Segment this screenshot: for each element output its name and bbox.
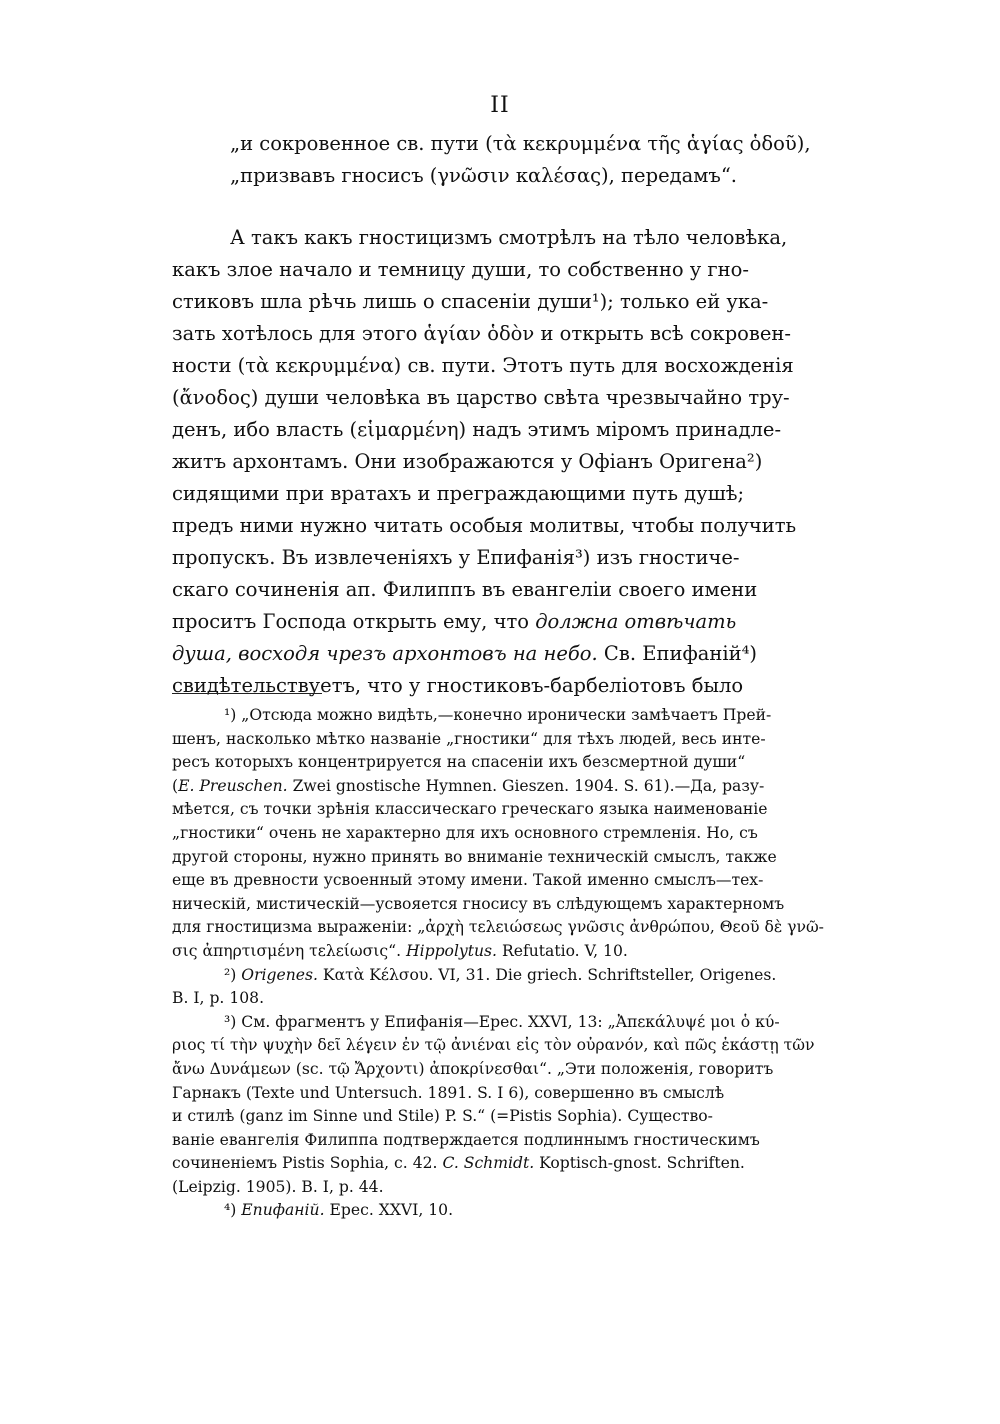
text-line: „призвавъ гносисъ (γνῶσιν καλέσας), передамъ“. — [230, 164, 737, 187]
text-line: душа, восходя чрезъ архонтовъ на небо. Св. Епифаній⁴) — [172, 642, 758, 665]
emphasis-text: должна отвѣчать — [535, 610, 737, 633]
footnote-line: ресъ которыхъ концентрируется на спасеніи ихъ безсмертной души“ — [172, 753, 746, 772]
footnote-line: для гностицизма выраженіи: „ἀρχὴ τελειώσεως γνῶσις ἀνθρώπου, Θεοῦ δὲ γνῶ- — [172, 918, 824, 937]
text-line: какъ злое начало и темницу души, то собственно у гно- — [172, 258, 749, 281]
footnote-line: σις ἀπηρτισμένη τελείωσις“. Hippolytus. Refutatio. V, 10. — [172, 941, 628, 960]
footnote-line: Гарнакъ (Texte und Untersuch. 1891. S. I 6), совершенно въ смыслѣ — [172, 1083, 725, 1102]
emphasis-text: душа, восходя чрезъ архонтовъ на небо. — [172, 642, 598, 665]
footnote-rule — [172, 693, 322, 694]
text-line: (ἄνοδος) души человѣка въ царство свѣта чрезвычайно тру- — [172, 386, 790, 409]
footnote-line: B. I, p. 108. — [172, 989, 265, 1008]
text-line: свидѣтельствуетъ, что у гностиковъ-барбеліотовъ было — [172, 674, 744, 697]
footnote-line: еще въ древности усвоенный этому имени. Такой именно смыслъ—тех- — [172, 871, 764, 890]
author-name: Hippolytus. — [406, 941, 498, 960]
text-line: зать хотѣлось для этого ἁγίαν ὁδὸν и открыть всѣ сокровен- — [172, 322, 792, 345]
footnotes — [172, 704, 836, 1223]
text-line: сидящими при вратахъ и преграждающими путь душѣ; — [172, 482, 745, 505]
text-line: „и сокровенное св. пути (τὰ κεκρυμμένα τῆς ἁγίας ὁδοῦ), — [230, 132, 811, 155]
footnote-line: ¹) „Отсюда можно видѣть,—конечно иронически замѣчаетъ Прей- — [224, 706, 772, 724]
text-line: скаго сочиненія ап. Филиппъ въ евангеліи своего имени — [172, 578, 758, 601]
footnote-line: ⁴) Епифаній. Ерес. XXVI, 10. — [224, 1201, 454, 1220]
text-line: пропускъ. Въ извлеченіяхъ у Епифанія³) изъ гностиче- — [172, 546, 740, 569]
footnote-line: другой стороны, нужно принять во вниманіе техническій смыслъ, также — [172, 847, 777, 866]
footnote-line: (E. Preuschen. Zwei gnostische Hymnen. Gieszen. 1904. S. 61).—Да, разу- — [172, 776, 765, 795]
main-text — [172, 128, 836, 702]
text-line: ности (τὰ κεκρυμμένα) св. пути. Этотъ путь для восхожденія — [172, 354, 794, 377]
text-line: житъ архонтамъ. Они изображаются у Офіанъ Оригена²) — [172, 450, 763, 473]
author-name: E. Preuschen. — [178, 776, 288, 795]
text-line: стиковъ шла рѣчь лишь о спасеніи души¹); только ей ука- — [172, 290, 769, 313]
author-name: C. Schmidt. — [442, 1154, 535, 1173]
author-name: Епифаній. — [241, 1201, 325, 1220]
author-name: Origenes. — [241, 965, 318, 984]
page-number: II — [490, 93, 510, 118]
footnote-line: „гностики“ очень не характерно для ихъ основного стремленія. Но, съ — [172, 823, 758, 842]
footnote-line: шенъ, насколько мѣтко названіе „гностики“ для тѣхъ людей, весь инте- — [172, 729, 766, 748]
footnote-line: и стилѣ (ganz im Sinne und Stile) P. S.“ (=Pistis Sophia). Существо- — [172, 1107, 713, 1126]
footnote-line: ническій, мистическій—усвояется гносису въ слѣдующемъ характерномъ — [172, 894, 785, 913]
text-line: проситъ Господа открыть ему, что должна отвѣчать — [172, 610, 737, 633]
footnote-line: ²) Origenes. Κατὰ Κέλσου. VI, 31. Die griech. Schriftsteller, Origenes. — [224, 965, 777, 984]
footnote-line: ваніе евангелія Филиппа подтверждается подлиннымъ гностическимъ — [172, 1130, 760, 1149]
footnote-line: мѣется, съ точки зрѣнія классическаго греческаго языка наименованіе — [172, 800, 768, 819]
footnote-line: сочиненіемъ Pistis Sophia, c. 42. C. Schmidt. Koptisch-gnost. Schriften. — [172, 1154, 745, 1173]
footnote-line: ἄνω Δυνάμεων (sc. τῷ Ἄρχοντι) ἀποκρίνεσθαι“. „Эти положенія, говоритъ — [172, 1059, 774, 1078]
text-line: А такъ какъ гностицизмъ смотрѣлъ на тѣло человѣка, — [230, 226, 788, 249]
text-line: предъ ними нужно читать особыя молитвы, чтобы получить — [172, 514, 797, 537]
text-line: денъ, ибо власть (εἱμαρμένη) надъ этимъ міромъ принадле- — [172, 418, 782, 441]
footnote-line: (Leipzig. 1905). B. I, p. 44. — [172, 1177, 384, 1196]
footnote-line: ριος τί τὴν ψυχὴν δεῖ λέγειν ἐν τῷ ἀνιέναι εἰς τὸν οὐρανόν, καὶ πῶς ἑκάστῃ τῶν — [172, 1036, 815, 1055]
footnote-line: ³) См. фрагментъ у Епифанія—Ерес. XXVI, 13: „Ἀπεκάλυψέ μοι ὁ κύ- — [224, 1012, 780, 1031]
